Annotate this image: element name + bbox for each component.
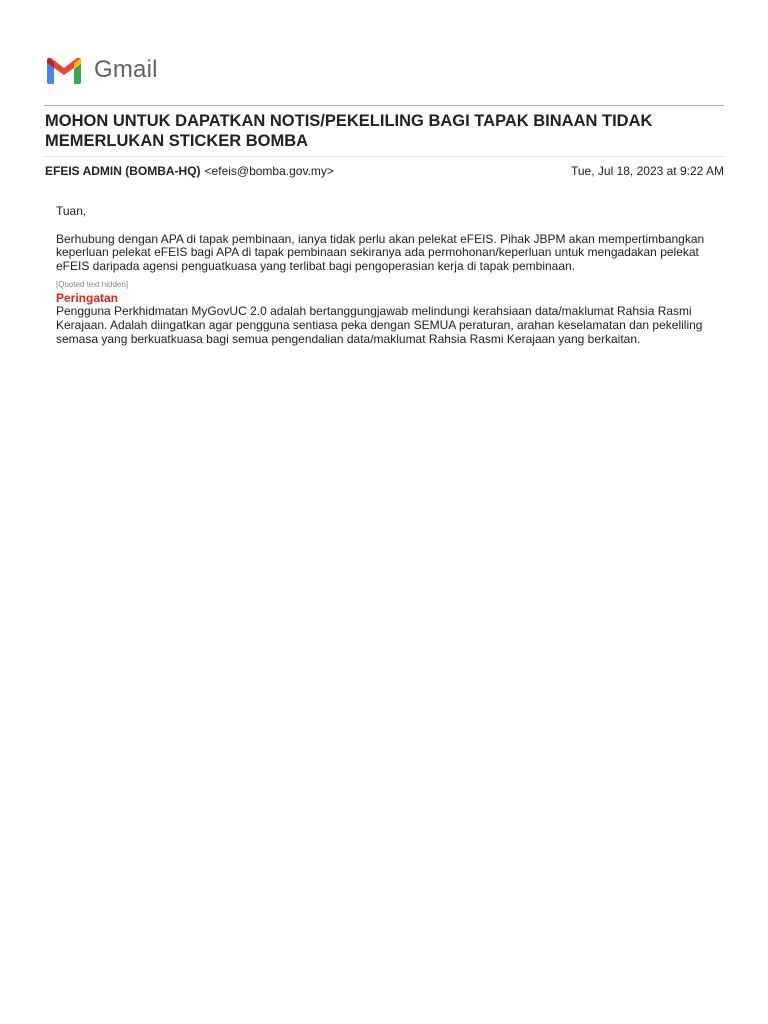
warning-text: Pengguna Perkhidmatan MyGovUC 2.0 adalah bertanggungjawab melindungi kerahsiaan data/maklumat Rahsia Rasmi Kerajaan. Adalah diingatkan agar pengguna sentiasa peka dengan SEMUA peraturan, arahan keselamatan dan pekeliling semasa yang berkuatkuasa bagi semua pengendalian data/maklumat Rahsia Rasmi Kerajaan yang berkaitan.: [56, 304, 703, 346]
gmail-wordmark: Gmail: [94, 56, 158, 83]
quoted-text-hidden-link[interactable]: [Quoted text hidden]: [56, 280, 129, 290]
subject-divider: [44, 156, 724, 157]
sender-email: <efeis@bomba.gov.my>: [204, 164, 334, 178]
sender-row: [45, 163, 724, 179]
email-date: Tue, Jul 18, 2023 at 9:22 AM: [571, 164, 724, 178]
top-divider: [44, 105, 724, 106]
body-paragraph: Berhubung dengan APA di tapak pembinaan, ianya tidak perlu akan pelekat eFEIS. Pihak JBPM akan mempertimbangkan keperluan pelekat eFEIS bagi APA di tapak pembinaan sekiranya ada permohonan/keperluan untuk mengadakan pelekat eFEIS daripada agensi penguatkuasa yang terlibat bagi pengoperasian kerja di tapak pembinaan.: [56, 231, 705, 273]
email-body: [56, 205, 720, 346]
sender-block: [45, 163, 334, 179]
gmail-m-icon: [44, 55, 84, 85]
sender-name: EFEIS ADMIN (BOMBA-HQ): [45, 164, 201, 178]
gmail-logo: [44, 55, 158, 85]
warning-title: Peringatan: [56, 291, 119, 306]
greeting: Tuan,: [56, 204, 87, 218]
email-subject: MOHON UNTUK DAPATKAN NOTIS/PEKELILING BAGI TAPAK BINAAN TIDAK MEMERLUKAN STICKER BOMBA: [45, 112, 653, 150]
